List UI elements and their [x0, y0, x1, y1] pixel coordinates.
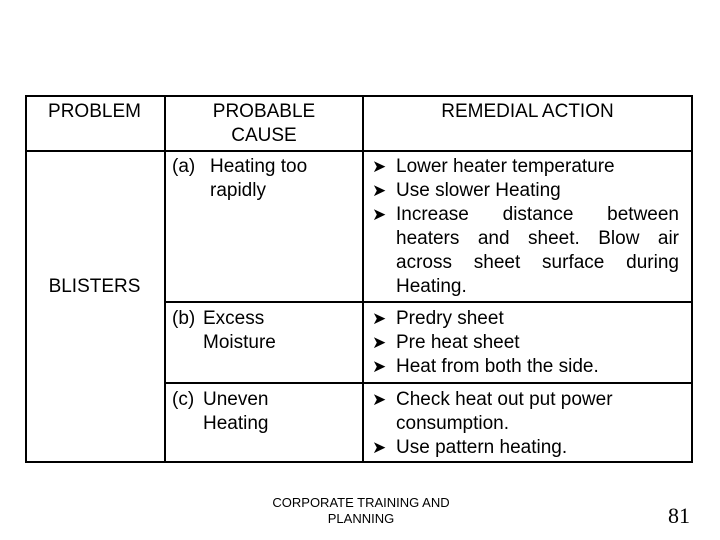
arrow-bullet-icon: ➤	[372, 205, 387, 224]
arrow-bullet-icon: ➤	[372, 357, 387, 376]
header-problem: PROBLEM	[48, 101, 141, 122]
header-bottom-border	[25, 150, 693, 152]
row-divider-1	[165, 301, 693, 303]
cause-text-a: Heating too rapidly	[210, 156, 308, 201]
cause-row-c	[172, 388, 358, 436]
cause-row-b	[172, 307, 358, 355]
table-bottom-border	[25, 461, 693, 463]
row-divider-2	[165, 382, 693, 384]
cause-label-c: (c)	[172, 389, 195, 410]
remedy-item: ➤ Predry sheet	[372, 308, 504, 329]
header-remedial-action: REMEDIAL ACTION	[441, 101, 614, 122]
cause-row-a	[172, 155, 358, 203]
arrow-bullet-icon: ➤	[372, 438, 387, 457]
remedy-list-a	[372, 155, 679, 299]
problem-blisters: BLISTERS	[48, 276, 141, 297]
cause-text-b: Excess Moisture	[203, 308, 276, 353]
arrow-bullet-icon: ➤	[372, 333, 387, 352]
arrow-bullet-icon: ➤	[372, 390, 387, 409]
remedy-item: ➤ Use pattern heating.	[372, 437, 568, 458]
header-probable-cause: PROBABLE CAUSE	[212, 101, 316, 146]
table-right-border	[691, 95, 693, 463]
cause-label-b: (b)	[172, 308, 196, 329]
arrow-bullet-icon: ➤	[372, 181, 387, 200]
remedy-list-c	[372, 388, 679, 460]
remedy-item: ➤ Check heat out put power consumption.	[372, 389, 613, 434]
remedy-item: ➤ Pre heat sheet	[372, 332, 520, 353]
footer-org: CORPORATE TRAINING AND PLANNING	[272, 495, 450, 526]
cause-text-c: Uneven Heating	[203, 389, 269, 434]
remedy-item: ➤ Increase distance between heaters and sheet. Blow air across sheet surface during Heating.	[372, 204, 679, 297]
remedy-list-b	[372, 307, 679, 379]
column-divider-2	[362, 95, 364, 463]
arrow-bullet-icon: ➤	[372, 309, 387, 328]
table-top-border	[25, 95, 693, 97]
remedy-item: ➤ Lower heater temperature	[372, 156, 615, 177]
remedy-item: ➤ Heat from both the side.	[372, 356, 599, 377]
column-divider-1	[164, 95, 166, 463]
arrow-bullet-icon: ➤	[372, 157, 387, 176]
cause-label-a: (a)	[172, 156, 196, 177]
page-number: 81	[668, 503, 690, 528]
remedy-item: ➤ Use slower Heating	[372, 180, 561, 201]
